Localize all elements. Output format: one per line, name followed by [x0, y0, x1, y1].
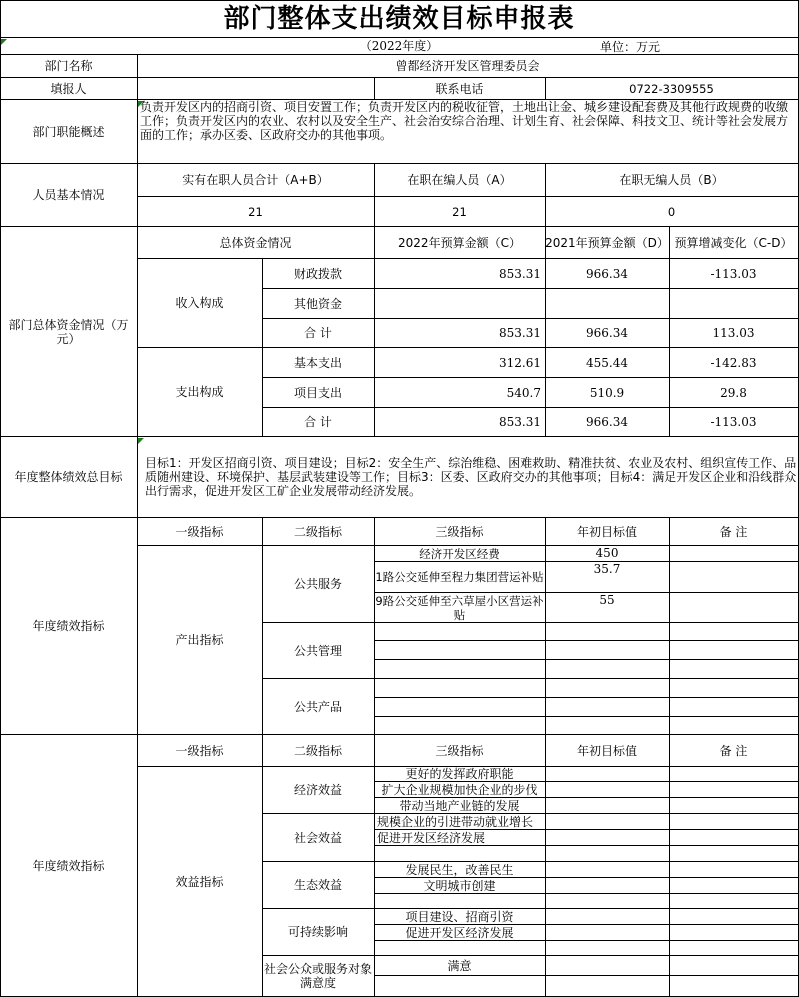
staff-header-total: 实有在职人员合计（A+B）: [137, 164, 375, 197]
funds-row-2021: 966.34: [545, 319, 670, 348]
phone-value: 0722-3309555: [545, 78, 799, 100]
perf1-item-name: [374, 698, 546, 717]
perf2-item-target: [545, 862, 670, 878]
funds-row-2022: 853.31: [374, 319, 546, 348]
year-label: （2022年度）: [0, 38, 799, 55]
filler-label: 填报人: [0, 78, 138, 100]
perf2-item-target: [545, 814, 670, 830]
perf2-item-target: [545, 846, 670, 862]
perf2-item-note: [669, 976, 799, 997]
staff-value-irregular: 0: [545, 197, 799, 227]
perf2-item-name: 扩大企业规模加快企业的步伐: [374, 782, 546, 798]
perf1-public-service: 公共服务: [262, 546, 375, 623]
perf1-item-note: [669, 593, 799, 623]
perf2-item-target: [545, 830, 670, 846]
page-title: 部门整体支出绩效目标申报表: [0, 0, 799, 38]
funds-row-2021: 966.34: [545, 408, 670, 437]
perf2-item-target: [545, 767, 670, 782]
perf2-item-name: [374, 976, 546, 997]
perf2-item-note: [669, 894, 799, 909]
perf2-item-target: [545, 782, 670, 798]
funds-row-change: -142.83: [669, 348, 799, 378]
perf2-header-l3: 三级指标: [374, 735, 546, 767]
perf1-public-management: 公共管理: [262, 623, 375, 679]
funds-row-change: 113.03: [669, 319, 799, 348]
perf1-item-name: 1路公交延伸至程力集团营运补贴: [374, 562, 546, 593]
funds-row-name: 财政拨款: [262, 259, 375, 289]
perf2-item-name: 更好的发挥政府职能: [374, 767, 546, 782]
funds-row-2022: 853.31: [374, 408, 546, 437]
perf1-item-note: [669, 623, 799, 641]
perf2-item-name: 规模企业的引进带动就业增长: [374, 814, 546, 830]
perf2-item-note: [669, 798, 799, 814]
perf1-output-label: 产出指标: [137, 546, 263, 735]
perf1-item-note: [669, 660, 799, 679]
perf1-item-name: 经济开发区经费: [374, 546, 546, 562]
funds-header-2021: 2021年预算金额（D）: [545, 227, 670, 259]
perf2-item-name: [374, 941, 546, 956]
perf2-header-l2: 二级指标: [262, 735, 375, 767]
perf2-ecological: 生态效益: [262, 862, 375, 909]
goal-text: 目标1：开发区招商引资、项目建设；目标2：安全生产、综治维稳、困难救助、精准扶贫、农业及农村、组织宣传工作、品质随州建设、环境保护、基层武装建设等工作；目标3：区委、区政府交办的其他事项；目标4：满足开发区企业和沿线群众出行需求，促进开发区工矿企业发展带动经济发展。: [137, 437, 799, 518]
funds-row-name: 合 计: [262, 319, 375, 348]
perf2-header-note: 备 注: [669, 735, 799, 767]
funds-row-2021: [545, 289, 670, 319]
perf2-item-note: [669, 878, 799, 894]
dept-name-value: 曾都经济开发区管理委员会: [137, 55, 799, 78]
perf2-item-target: [545, 894, 670, 909]
perf1-header-note: 备 注: [669, 518, 799, 546]
staff-label: 人员基本情况: [0, 164, 138, 227]
perf2-header-target: 年初目标值: [545, 735, 670, 767]
perf2-item-name: 发展民生，改善民生: [374, 862, 546, 878]
perf2-item-name: 项目建设、招商引资: [374, 909, 546, 925]
perf2-item-note: [669, 782, 799, 798]
staff-header-regular: 在职在编人员（A）: [374, 164, 546, 197]
dept-name-label: 部门名称: [0, 55, 138, 78]
perf2-sustainable: 可持续影响: [262, 909, 375, 956]
perf1-item-note: [669, 679, 799, 698]
perf2-social: 社会效益: [262, 814, 375, 862]
perf2-economic: 经济效益: [262, 767, 375, 814]
perf2-item-target: [545, 878, 670, 894]
perf1-item-name: [374, 679, 546, 698]
perf1-item-target: 55: [545, 593, 670, 623]
funds-row-2022: [374, 289, 546, 319]
perf1-header-l3: 三级指标: [374, 518, 546, 546]
funds-row-2021: 966.34: [545, 259, 670, 289]
perf1-item-note: [669, 641, 799, 660]
funds-row-change: -113.03: [669, 259, 799, 289]
funds-header-change: 预算增减变化（C-D）: [669, 227, 799, 259]
corner-mark: [1, 39, 7, 45]
perf1-header-target: 年初目标值: [545, 518, 670, 546]
perf1-item-target: 35.7: [545, 562, 670, 593]
perf2-benefit-label: 效益指标: [137, 767, 263, 997]
perf2-item-note: [669, 925, 799, 941]
unit-label: 单位：万元: [600, 40, 661, 54]
income-label: 收入构成: [137, 259, 263, 348]
phone-label: 联系电话: [374, 78, 546, 100]
perf2-item-target: [545, 909, 670, 925]
perf2-item-note: [669, 846, 799, 862]
perf1-item-name: [374, 623, 546, 641]
perf2-item-name: [374, 894, 546, 909]
funds-row-name: 其他资金: [262, 289, 375, 319]
perf2-item-name: [374, 846, 546, 862]
funds-header-overall: 总体资金情况: [137, 227, 375, 259]
perf2-item-target: [545, 976, 670, 997]
funds-row-2022: 540.7: [374, 378, 546, 408]
funds-row-change: [669, 289, 799, 319]
perf1-item-target: [545, 717, 670, 735]
perf1-label: 年度绩效指标: [0, 518, 138, 735]
perf1-item-target: [545, 698, 670, 717]
perf1-header-l1: 一级指标: [137, 518, 263, 546]
funds-row-change: -113.03: [669, 408, 799, 437]
funds-row-2021: 510.9: [545, 378, 670, 408]
perf1-public-product: 公共产品: [262, 679, 375, 735]
perf1-item-name: [374, 660, 546, 679]
funds-row-2021: 455.44: [545, 348, 670, 378]
perf2-item-target: [545, 798, 670, 814]
perf2-satisfaction: 社会公众或服务对象满意度: [262, 956, 375, 997]
perf2-item-name: 促进开发区经济发展: [374, 830, 546, 846]
perf2-item-note: [669, 767, 799, 782]
perf1-item-name: [374, 717, 546, 735]
perf1-item-note: [669, 562, 799, 593]
function-label: 部门职能概述: [0, 100, 138, 164]
staff-header-irregular: 在职无编人员（B）: [545, 164, 799, 197]
funds-row-2022: 312.61: [374, 348, 546, 378]
funds-header-2022: 2022年预算金额（C）: [374, 227, 546, 259]
perf2-item-target: [545, 956, 670, 976]
expense-label: 支出构成: [137, 348, 263, 437]
funds-label: 部门总体资金情况（万元）: [0, 227, 138, 437]
perf1-item-note: [669, 698, 799, 717]
staff-value-total: 21: [137, 197, 375, 227]
perf1-item-target: [545, 641, 670, 660]
perf1-item-note: [669, 546, 799, 562]
perf2-item-name: 文明城市创建: [374, 878, 546, 894]
perf1-header-l2: 二级指标: [262, 518, 375, 546]
goal-label: 年度整体绩效总目标: [0, 437, 138, 518]
perf2-item-target: [545, 925, 670, 941]
perf2-item-name: 促进开发区经济发展: [374, 925, 546, 941]
perf2-item-note: [669, 941, 799, 956]
perf2-item-name: 满意: [374, 956, 546, 976]
perf1-item-target: [545, 623, 670, 641]
perf1-item-note: [669, 717, 799, 735]
function-text: 负责开发区内的招商引资、项目安置工作；负责开发区内的税收征管，土地出让金、城乡建设配套费及其他行政规费的收缴工作；负责开发区内的农业、农村以及安全生产、社会治安综合治理、计划生育、社会保障、科技文卫、统计等社会发展方面的工作；承办区委、区政府交办的其他事项。: [137, 100, 799, 164]
function-mark: [138, 101, 144, 107]
perf2-item-note: [669, 862, 799, 878]
filler-value: [137, 78, 375, 100]
perf2-item-name: 带动当地产业链的发展: [374, 798, 546, 814]
funds-row-2022: 853.31: [374, 259, 546, 289]
perf2-label: 年度绩效指标: [0, 735, 138, 997]
goal-mark: [138, 438, 144, 444]
perf2-item-note: [669, 956, 799, 976]
perf1-item-name: 9路公交延伸至六草屋小区营运补贴: [374, 593, 546, 623]
perf1-item-target: 450: [545, 546, 670, 562]
perf2-item-note: [669, 814, 799, 830]
perf2-item-target: [545, 941, 670, 956]
perf2-item-note: [669, 830, 799, 846]
perf1-item-target: [545, 679, 670, 698]
funds-row-name: 基本支出: [262, 348, 375, 378]
funds-row-name: 合 计: [262, 408, 375, 437]
perf1-item-name: [374, 641, 546, 660]
funds-row-name: 项目支出: [262, 378, 375, 408]
perf2-item-note: [669, 909, 799, 925]
funds-row-change: 29.8: [669, 378, 799, 408]
staff-value-regular: 21: [374, 197, 546, 227]
perf1-item-target: [545, 660, 670, 679]
perf2-header-l1: 一级指标: [137, 735, 263, 767]
